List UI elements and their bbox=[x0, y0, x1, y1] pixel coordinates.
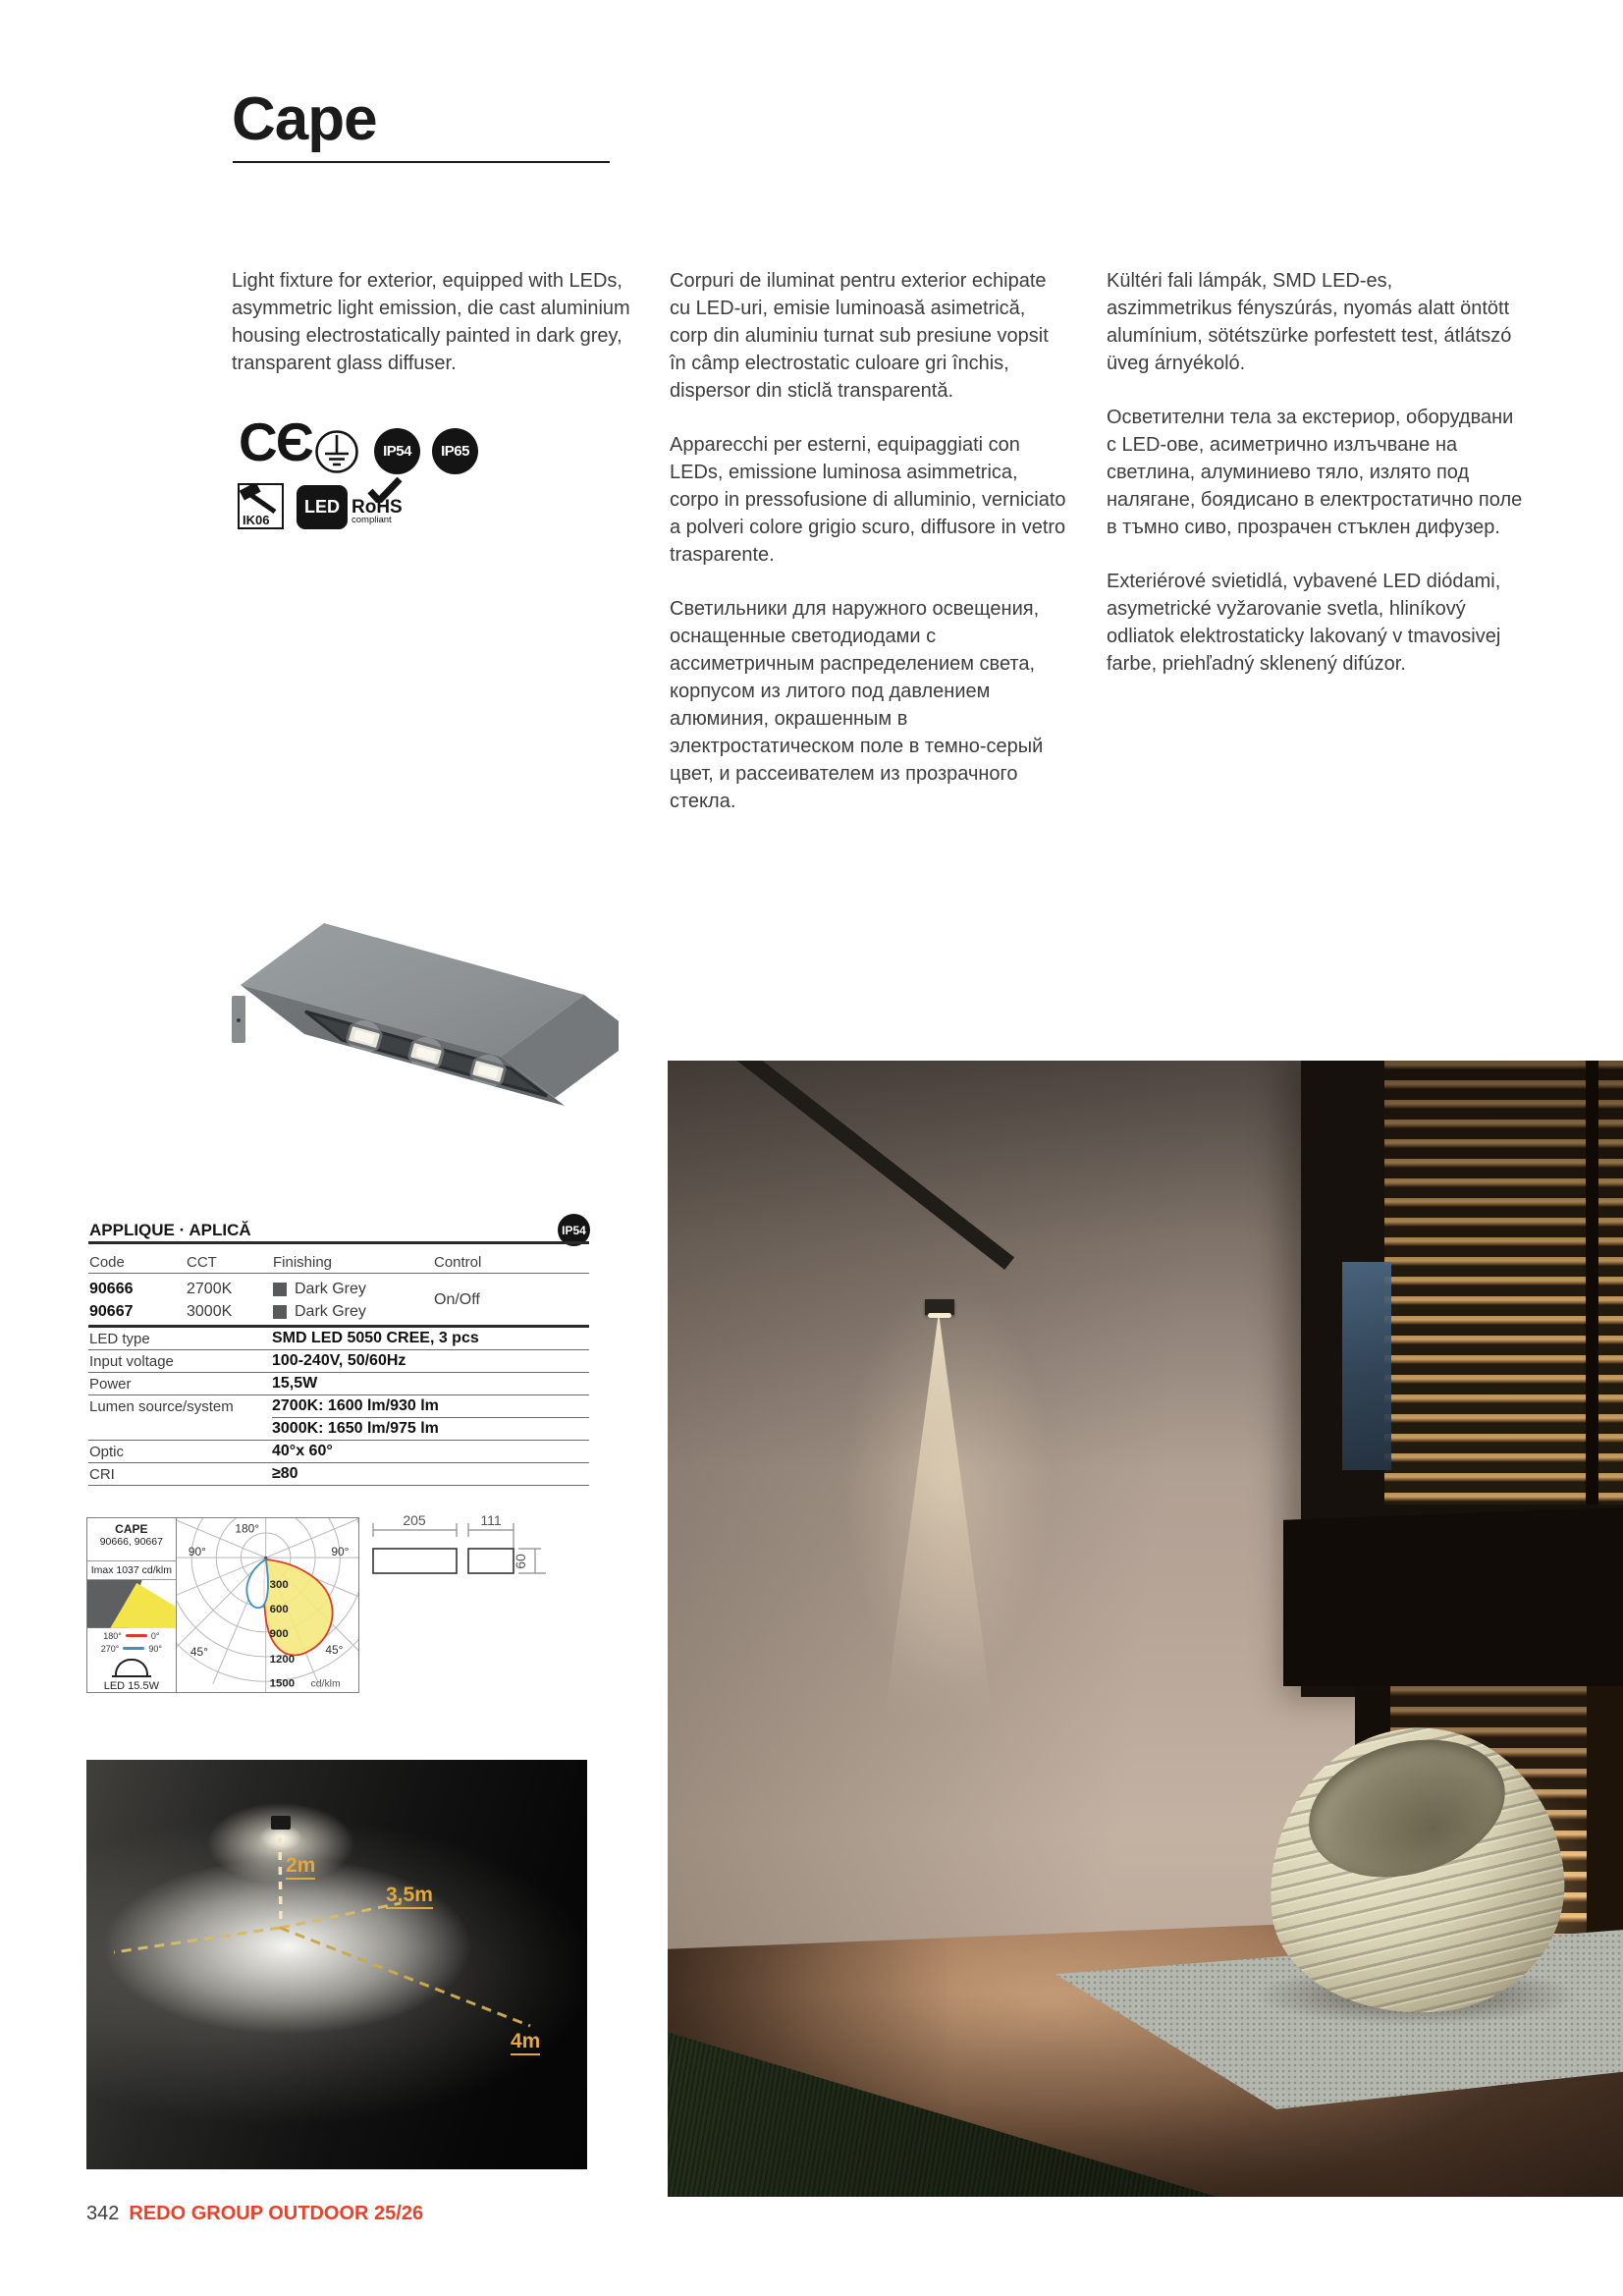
spec-label: Input voltage bbox=[89, 1353, 174, 1370]
angle-label-45l: 45° bbox=[189, 1644, 208, 1659]
radial-tick: 600 bbox=[269, 1603, 289, 1615]
col-header-control: Control bbox=[434, 1254, 482, 1271]
spec-label: Power bbox=[89, 1376, 132, 1393]
lamp-dome-icon bbox=[115, 1659, 148, 1675]
page-footer bbox=[86, 2203, 423, 2225]
dim-depth: 111 bbox=[480, 1512, 502, 1528]
legend-label: 90° bbox=[148, 1643, 162, 1654]
col-header-cct: CCT bbox=[187, 1254, 217, 1271]
description-column-right bbox=[1107, 267, 1523, 704]
legend-row-c0 bbox=[103, 1631, 159, 1641]
spec-value: 2700K: 1600 lm/930 lm bbox=[272, 1397, 439, 1414]
rohs-compliant-label: compliant bbox=[352, 515, 392, 525]
ce-mark-icon: CЄ bbox=[239, 411, 312, 472]
spec-value: 40°x 60° bbox=[272, 1443, 333, 1459]
hammer-icon bbox=[240, 485, 282, 515]
cct-cell: 3000K bbox=[187, 1303, 233, 1320]
rohs-icon bbox=[352, 477, 426, 525]
spec-value: 100-240V, 50/60Hz bbox=[272, 1352, 406, 1369]
radial-tick: 300 bbox=[269, 1579, 289, 1592]
rule bbox=[88, 1485, 589, 1486]
photometry-info-panel bbox=[87, 1518, 177, 1692]
legend-label: 270° bbox=[100, 1643, 120, 1654]
light-distribution-icon bbox=[87, 1580, 176, 1628]
section-title: APPLIQUE · APLICĂ bbox=[89, 1221, 251, 1239]
blue-line-icon bbox=[123, 1647, 144, 1650]
spec-label: CRI bbox=[89, 1466, 115, 1483]
spec-value: ≥80 bbox=[272, 1465, 298, 1482]
light-cone bbox=[746, 1296, 1139, 1719]
sculptural-chair bbox=[1269, 1728, 1563, 2013]
polar-unit: cd/klm bbox=[310, 1678, 341, 1690]
window-mullion bbox=[1586, 1061, 1598, 1504]
beam-distance-photo bbox=[86, 1760, 587, 2169]
description-column-en bbox=[232, 267, 636, 404]
col-header-code: Code bbox=[89, 1254, 125, 1271]
rule bbox=[88, 1394, 589, 1395]
rule bbox=[88, 1349, 589, 1350]
beam-label-2m: 2m bbox=[286, 1855, 315, 1880]
radial-tick: 1500 bbox=[269, 1677, 295, 1690]
rule bbox=[88, 1440, 589, 1441]
rule bbox=[88, 1462, 589, 1463]
polar-chart bbox=[177, 1518, 358, 1692]
lamp-wattage: LED 15.5W bbox=[103, 1680, 159, 1692]
rule bbox=[88, 1273, 589, 1274]
ip54-table-badge: IP54 bbox=[558, 1214, 590, 1246]
protective-earth-icon bbox=[314, 429, 359, 479]
radial-tick: 900 bbox=[269, 1627, 289, 1640]
dim-width: 205 bbox=[403, 1512, 426, 1528]
balcony-beam bbox=[1283, 1507, 1623, 1686]
spec-value: 3000K: 1650 lm/975 lm bbox=[272, 1420, 439, 1437]
ik06-impact-icon bbox=[238, 483, 284, 529]
beam-label-3-5m: 3,5m bbox=[386, 1885, 433, 1909]
angle-label-180: 180° bbox=[235, 1521, 259, 1536]
cct-cell: 2700K bbox=[187, 1281, 233, 1297]
description-sk: Exteriérové svietidlá, vybavené LED diódami, asymetrické vyžarovanie svetla, hliníkový odliatok elektrostaticky lakovaný v tmavosivej farbe, priehľadný sklenený difúzor. bbox=[1107, 571, 1501, 675]
description-column-middle bbox=[670, 267, 1066, 842]
spec-label: LED type bbox=[89, 1331, 150, 1347]
lamp-base-icon bbox=[112, 1675, 151, 1677]
angle-label-90r: 90° bbox=[331, 1545, 350, 1559]
dim-height: 60 bbox=[513, 1554, 528, 1569]
ip54-badge: IP54 bbox=[374, 428, 420, 474]
dimension-drawing bbox=[368, 1510, 560, 1587]
photometric-diagram bbox=[86, 1517, 359, 1693]
lifestyle-photo bbox=[668, 1061, 1623, 2197]
beam-lines bbox=[86, 1760, 587, 2169]
angle-label-90l: 90° bbox=[188, 1545, 206, 1559]
legend-label: 0° bbox=[150, 1630, 160, 1641]
angle-label-45r: 45° bbox=[325, 1642, 344, 1657]
spec-value: SMD LED 5050 CREE, 3 pcs bbox=[272, 1330, 479, 1346]
radial-tick: 1200 bbox=[269, 1653, 295, 1666]
balcony-glass bbox=[1342, 1262, 1391, 1470]
page-number: 342 bbox=[86, 2203, 120, 2224]
description-it: Apparecchi per esterni, equipaggiati con LEDs, emissione luminosa asimmetrica, corpo in pressofusione di alluminio, verniciato a polveri colore grigio scuro, diffusore in vetro trasparente. bbox=[670, 434, 1066, 566]
page-title: Cape bbox=[232, 85, 377, 153]
beam-label-4m: 4m bbox=[511, 2031, 540, 2055]
wall-light-fixture bbox=[925, 1299, 954, 1315]
finishing-cell: Dark Grey bbox=[295, 1281, 366, 1297]
spec-label: Optic bbox=[89, 1444, 125, 1460]
ik06-label: IK06 bbox=[243, 513, 270, 527]
ip65-badge: IP65 bbox=[432, 428, 478, 474]
led-badge: LED bbox=[297, 485, 348, 529]
product-photo-wall-light bbox=[226, 902, 619, 1129]
finishing-cell: Dark Grey bbox=[295, 1303, 366, 1320]
polar-lobe-c90 bbox=[246, 1559, 268, 1608]
col-header-finishing: Finishing bbox=[273, 1254, 333, 1271]
description-en: Light fixture for exterior, equipped with LEDs, asymmetric light emission, die cast aluminium housing electrostatically painted in dark grey, transparent glass diffuser. bbox=[232, 270, 630, 374]
code-cell: 90666 bbox=[89, 1281, 134, 1297]
title-rule bbox=[233, 161, 610, 163]
rohs-label: RoHS bbox=[352, 497, 403, 518]
spec-label: Lumen source/system bbox=[89, 1398, 234, 1415]
legend-label: 180° bbox=[103, 1630, 122, 1641]
footer-brand: REDO GROUP OUTDOOR 25/26 bbox=[129, 2203, 424, 2224]
description-hu: Kültéri fali lámpák, SMD LED-es, aszimmetrikus fényszúrás, nyomás alatt öntött alumínium, sötétszürke porfestett test, átlátszó üveg árnyékoló. bbox=[1107, 270, 1512, 374]
rule bbox=[88, 1372, 589, 1373]
rule bbox=[88, 1325, 589, 1328]
photometry-name: CAPE bbox=[115, 1522, 148, 1536]
rule bbox=[272, 1417, 589, 1418]
control-cell: On/Off bbox=[434, 1291, 480, 1308]
photometry-imax: Imax 1037 cd/klm bbox=[87, 1560, 176, 1580]
photometry-codes: 90666, 90667 bbox=[99, 1536, 163, 1548]
description-ro: Corpuri de iluminat pentru exterior echipate cu LED-uri, emisie luminoasă asimetrică, corp din aluminiu turnat sub presiune vopsit în câmp electrostatic culoare gri închis, dispersor din sticlă transparentă. bbox=[670, 270, 1049, 402]
code-cell: 90667 bbox=[89, 1303, 134, 1320]
description-ru: Светильники для наружного освещения, оснащенные светодиодами с ассиметричным распределением света, корпусом из литого под давлением алюминия, окрашенным в электростатическом поле в темно-серый цвет, и рассеивателем из прозрачного стекла. bbox=[670, 598, 1044, 812]
finishing-swatch bbox=[273, 1283, 287, 1296]
red-line-icon bbox=[126, 1634, 147, 1637]
legend-row-c90 bbox=[101, 1644, 162, 1654]
building-section bbox=[1301, 1061, 1623, 1697]
finishing-swatch bbox=[273, 1305, 287, 1319]
description-bg: Осветителни тела за екстериор, оборудвани с LED-ове, асиметрично излъчване на светлина, алуминиево тяло, излято под налягане, боядисано в електростатично поле в тъмно сиво, прозрачен стъклен дифузер. bbox=[1107, 407, 1523, 538]
spec-value: 15,5W bbox=[272, 1375, 318, 1392]
rule bbox=[88, 1241, 589, 1244]
